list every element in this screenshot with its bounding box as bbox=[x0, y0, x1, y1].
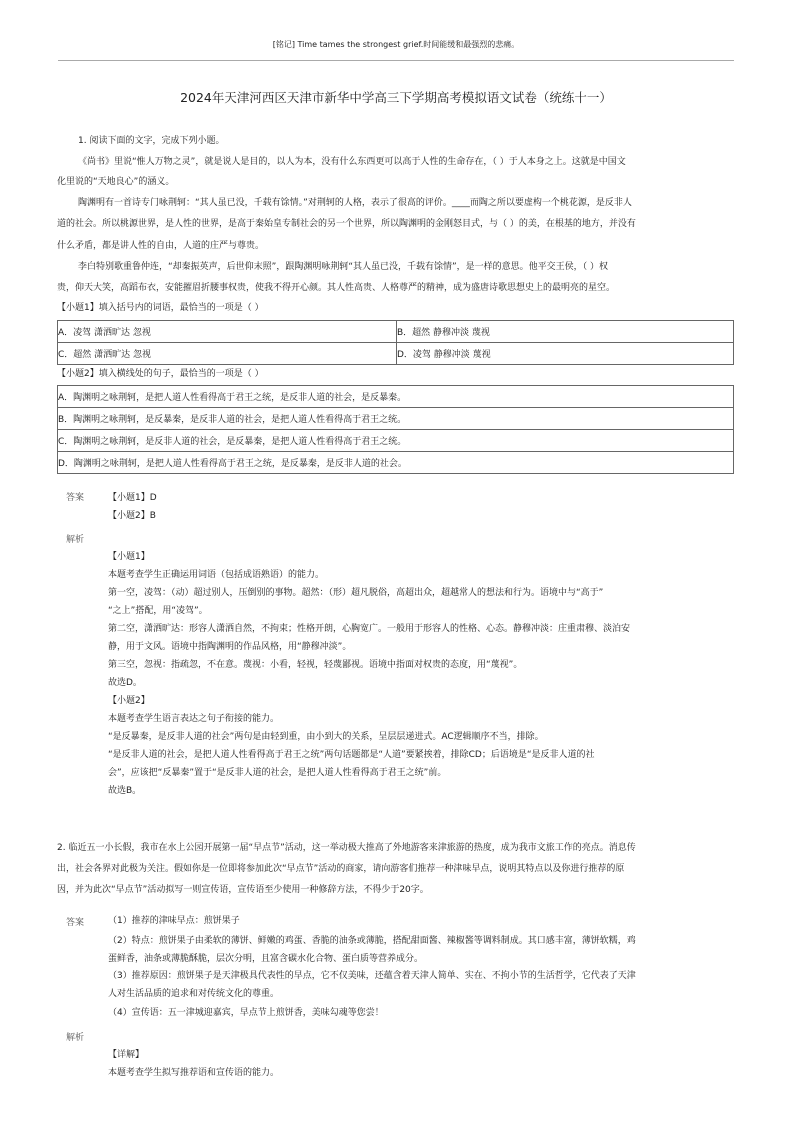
option-d[interactable]: D．凌驾 静穆冲淡 蔑视 bbox=[397, 343, 734, 365]
option-a[interactable]: A．陶渊明之咏荆轲，是把人道人性看得高于君王之统，是反非人道的社会，是反暴秦。 bbox=[58, 386, 734, 408]
option-b[interactable]: B．陶渊明之咏荆轲，是反暴秦，是反非人道的社会，是把人道人性看得高于君王之统。 bbox=[58, 408, 734, 430]
q1-passage-line: 化里说的“天地良心”的涵义。 bbox=[57, 177, 175, 187]
header-divider bbox=[58, 60, 734, 61]
analysis-line: “是反暴秦，是反非人道的社会”两句是由轻到重，由小到大的关系，呈层层递进式。AC逻辑顺序不当，排除。 bbox=[108, 732, 544, 742]
analysis-line: 【小题1】 bbox=[108, 552, 150, 562]
analysis-line: 本题考查学生语言表达之句子衔接的能力。 bbox=[108, 714, 280, 724]
answer-label: 答案 bbox=[66, 918, 85, 928]
option-c[interactable]: C．超然 潇洒旷达 忽视 bbox=[58, 343, 397, 365]
motto-header: [铭记] Time tames the strongest grief.时间能缓和最强烈的悲痛。 bbox=[272, 40, 520, 49]
option-a[interactable]: A．凌驾 潇洒旷达 忽视 bbox=[58, 321, 397, 343]
answer-line: （4）宣传语：五一津城迎嘉宾，早点节上煎饼香，美味勾魂等您尝！ bbox=[108, 1008, 384, 1018]
answer-line: （1）推荐的津味早点：煎饼果子 bbox=[108, 916, 240, 926]
q2-stem: 2. 临近五一小长假，我市在水上公园开展第一届“早点节”活动，这一举动极大推高了外地游客来津旅游的热度，成为我市文旅工作的亮点。消息传 bbox=[57, 843, 636, 853]
q1-passage-line: 陶渊明有一首诗专门咏荆轲：“其人虽已没，千载有馀情。”对荆轲的人格，表示了很高的评价。____而陶之所以要虚构一个桃花源，是反非人 bbox=[78, 198, 632, 208]
answer-line: 人对生活品质的追求和对传统文化的尊重。 bbox=[108, 989, 280, 999]
page-title: 2024年天津河西区天津市新华中学高三下学期高考模拟语文试卷（统练十一） bbox=[180, 90, 612, 105]
q1-passage-line: 贵，仰天大笑，高蹈布衣，安能摧眉折腰事权贵，使我不得开心颜。其人性高贵、人格尊严的精神，成为盛唐诗歌思想史上的最明亮的星空。 bbox=[57, 283, 616, 293]
analysis-line: 第三空，忽视：指疏忽，不在意。蔑视：小看，轻视，轻蔑鄙视。语境中指面对权贵的态度，用“蔑视”。 bbox=[108, 660, 523, 670]
analysis-line: “是反非人道的社会，是把人道人性看得高于君王之统”两句话题都是“人道”要紧挨着，排除CD；后语境是“是反非人道的社 bbox=[108, 750, 595, 760]
answer-line: 【小题1】D bbox=[108, 493, 157, 503]
sub1-options-table bbox=[57, 320, 734, 365]
answer-line: 【小题2】B bbox=[108, 511, 156, 521]
analysis-line: 本题考查学生拟写推荐语和宣传语的能力。 bbox=[108, 1068, 280, 1078]
answer-line: （3）推荐原因：煎饼果子是天津极具代表性的早点，它不仅美味，还蕴含着天津人简单、实在、不拘小节的生活哲学，它代表了天津 bbox=[108, 971, 636, 981]
analysis-label: 解析 bbox=[66, 535, 85, 545]
q1-passage-line: 道的社会。所以桃源世界，是人性的世界，是高于秦始皇专制社会的另一个世界，所以陶渊明的金刚怒目式，与（ ）的美，在根基的地方，并没有 bbox=[57, 219, 636, 229]
q1-passage-line: 《尚书》里说“惟人万物之灵”，就是说人是目的，以人为本，没有什么东西更可以高于人性的生命存在，（ ）于人本身之上。这就是中国文 bbox=[78, 157, 626, 167]
sub2-options-table bbox=[57, 385, 734, 474]
q1-stem: 1. 阅读下面的文字，完成下列小题。 bbox=[78, 136, 225, 146]
analysis-line: 第二空，潇洒旷达：形容人潇洒自然，不拘束；性格开朗，心胸宽广。一般用于形容人的性格、心态。静穆冲淡：庄重肃穆、淡泊安 bbox=[108, 624, 631, 634]
answer-line: 蛋鲜香，油条或薄脆酥脆，层次分明，且富含碳水化合物、蛋白质等营养成分。 bbox=[108, 954, 424, 964]
analysis-line: 故选D。 bbox=[108, 678, 142, 688]
analysis-line: 本题考查学生正确运用词语（包括成语熟语）的能力。 bbox=[108, 570, 325, 580]
sub2-prompt: 【小题2】填入横线处的句子，最恰当的一项是（ ） bbox=[57, 369, 264, 379]
analysis-label: 解析 bbox=[66, 1033, 85, 1043]
q2-stem-line: 出，社会各界对此极为关注。假如你是一位即将参加此次“早点节”活动的商家，请向游客们推荐一种津味早点，说明其特点以及你进行推荐的原 bbox=[57, 864, 625, 874]
option-c[interactable]: C．陶渊明之咏荆轲，是反非人道的社会，是反暴秦，是把人道人性看得高于君王之统。 bbox=[58, 430, 734, 452]
analysis-line: “之上”搭配，用“凌驾”。 bbox=[108, 606, 208, 616]
analysis-line: 【详解】 bbox=[108, 1050, 145, 1060]
answer-line: （2）特点：煎饼果子由柔软的薄饼、鲜嫩的鸡蛋、香脆的油条或薄脆，搭配甜面酱、辣椒酱等调料制成。其口感丰富，薄饼软糯，鸡 bbox=[108, 936, 636, 946]
analysis-line: 【小题2】 bbox=[108, 696, 150, 706]
analysis-line: 故选B。 bbox=[108, 786, 142, 796]
answer-label: 答案 bbox=[66, 493, 85, 503]
analysis-line: 静，用于文风。语境中指陶渊明的作品风格，用“静穆冲淡”。 bbox=[108, 642, 352, 652]
q2-stem-line: 因，并为此次“早点节”活动拟写一则宣传语，宣传语至少使用一种修辞方法，不得少于20字。 bbox=[57, 885, 429, 895]
option-d[interactable]: D．陶渊明之咏荆轲，是把人道人性看得高于君王之统，是反暴秦，是反非人道的社会。 bbox=[58, 452, 734, 474]
sub1-prompt: 【小题1】填入括号内的词语，最恰当的一项是（ ） bbox=[57, 303, 264, 313]
option-b[interactable]: B．超然 静穆冲淡 蔑视 bbox=[397, 321, 734, 343]
q1-passage-line: 李白特别歌重鲁仲连，“却秦振英声，后世仰末照”，跟陶渊明咏荆轲“其人虽已没，千载有馀情”，是一样的意思。他平交王侯，（ ）权 bbox=[78, 262, 609, 272]
q1-passage-line: 什么矛盾，都是讲人性的自由，人道的庄严与尊贵。 bbox=[57, 241, 265, 251]
analysis-line: 第一空，凌驾：（动）超过别人，压倒别的事物。超然：（形）超凡脱俗，高超出众，超越常人的想法和行为。语境中与“高于” bbox=[108, 588, 604, 598]
analysis-line: 会”，应该把“反暴秦”置于“是反非人道的社会，是把人道人性看得高于君王之统”前。 bbox=[108, 768, 447, 778]
